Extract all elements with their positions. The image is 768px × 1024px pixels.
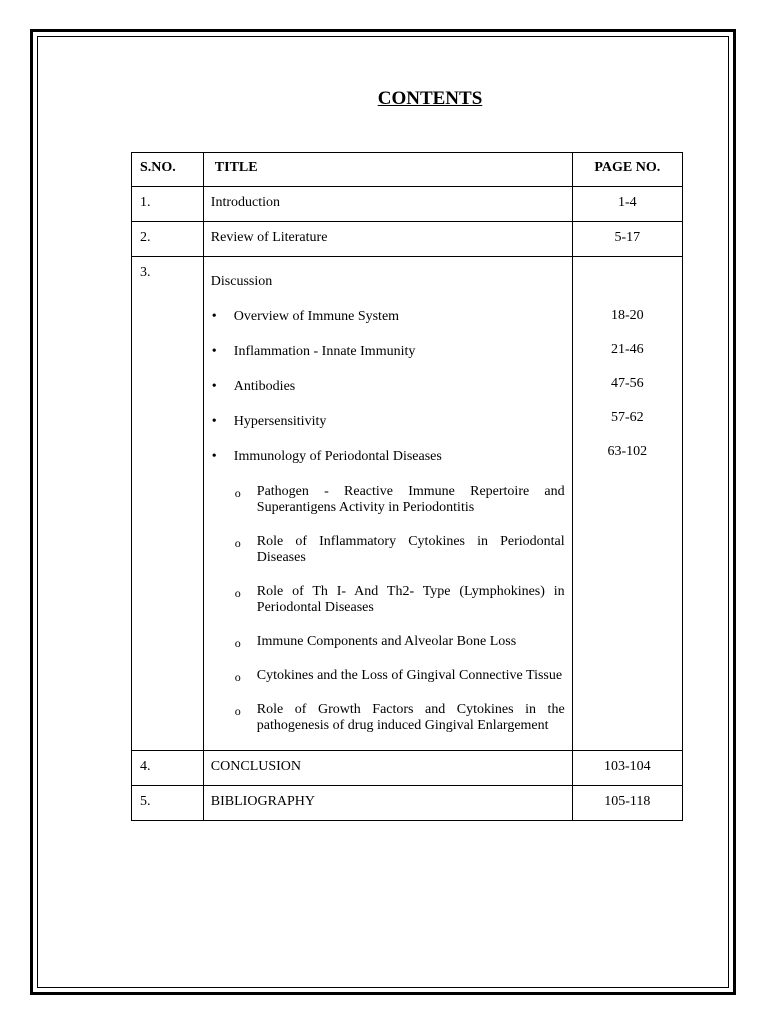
table-row [132,222,683,257]
table-row [132,786,683,821]
sub-list-item: o Cytokines and the Loss of Gingival Connective Tissue [234,668,563,684]
header-title: TITLE [214,160,258,175]
sub-list-item: o Pathogen - Reactive Immune Repertoire and Superantigens Activity in Periodontitis [234,484,565,515]
row-title: Review of Literature [203,222,572,257]
row-page: 5-17 [572,222,682,257]
table-row [132,751,683,786]
table-row [132,187,683,222]
contents-table [131,152,683,821]
header-sno: S.NO. [140,160,176,175]
list-item: • Antibodies [211,379,296,394]
table-row-discussion [132,257,683,751]
row-sno: 2. [132,222,204,257]
bullet-icon: • [211,309,217,324]
bullet-icon: • [211,344,217,359]
row-title: CONCLUSION [203,751,572,786]
bullet-icon: • [211,379,217,394]
bullet-icon: • [211,414,217,429]
sub-list-item: o Immune Components and Alveolar Bone Loss [234,634,517,650]
bullet-page: 18-20 [610,308,644,323]
bullet-page: 47-56 [610,376,644,391]
row-sno: 1. [132,187,204,222]
circle-bullet-icon: o [234,704,241,718]
circle-bullet-icon: o [234,486,241,500]
sub-list-item: o Role of Growth Factors and Cytokines in the pathogenesis of drug induced Gingival Enlargement [234,702,565,733]
row-page: 103-104 [572,751,682,786]
row-page: 105-118 [572,786,682,821]
row-page: 1-4 [572,187,682,222]
table-header-row [132,153,683,187]
list-item: • Immunology of Periodontal Diseases [211,449,442,464]
circle-bullet-icon: o [234,586,241,600]
row-sno: 4. [132,751,204,786]
bullet-icon: • [211,449,217,464]
header-page: PAGE NO. [594,160,661,175]
list-item: • Overview of Immune System [211,309,400,324]
list-item: • Inflammation - Innate Immunity [211,344,416,359]
bullet-page: 21-46 [610,342,644,357]
row-title: Introduction [203,187,572,222]
row-sno: 5. [132,786,204,821]
circle-bullet-icon: o [234,670,241,684]
circle-bullet-icon: o [234,636,241,650]
bullet-page: 57-62 [610,410,644,425]
page-title: CONTENTS [377,88,483,109]
row-sno: 3. [132,257,204,751]
sub-list-item: o Role of Th I- And Th2- Type (Lymphokines) in Periodontal Diseases [234,584,565,615]
bullet-page: 63-102 [607,444,648,459]
sub-list-item: o Role of Inflammatory Cytokines in Periodontal Diseases [234,534,565,565]
row-title: BIBLIOGRAPHY [203,786,572,821]
list-item: • Hypersensitivity [211,414,327,429]
circle-bullet-icon: o [234,536,241,550]
discussion-title: Discussion [210,274,273,289]
